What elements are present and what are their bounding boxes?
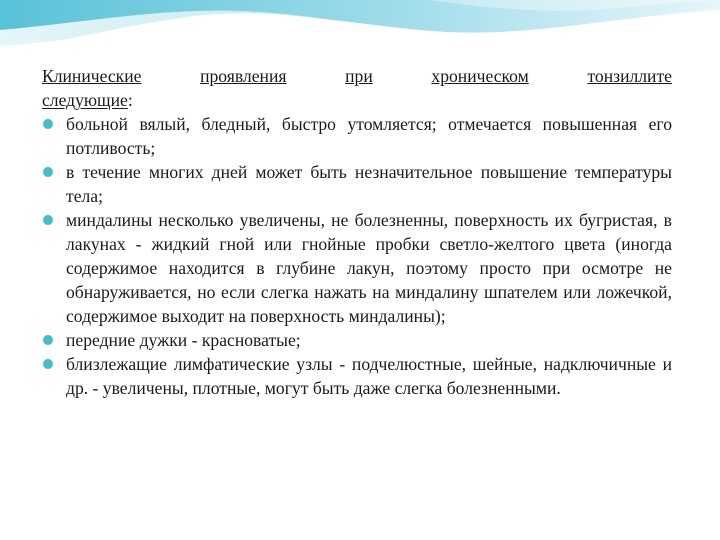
bullet-dot-icon [43,119,53,129]
list-item [42,112,672,160]
list-item-text: миндалины несколько увеличены, не болезненны, поверхность их бугристая, в лакунах - жидкий гной или гнойные пробки светло-желтого цвета (иногда содержимое находится в глубине лакун, поэтому просто при осмотре не обнаруживается, но если слегка нажать на миндалину шпателем или ложечкой, содержимое выходит на поверхность миндалины); [66,210,672,326]
heading-word: проявления [200,66,287,86]
list-item [42,160,672,208]
heading-word: хроническом [431,66,529,86]
heading-line-1 [42,64,672,88]
heading-colon: : [127,90,133,110]
bullet-dot-icon [43,335,53,345]
list-item [42,328,672,352]
list-item-text: близлежащие лимфатические узлы - подчелюстные, шейные, надключичные и др. - увеличены, плотные, могут быть даже слегка болезненными. [66,354,672,398]
heading-word: тонзиллите [587,66,672,86]
bullet-dot-icon [43,359,53,369]
slide-heading [42,64,672,112]
list-item-text: передние дужки - красноватые; [66,330,301,350]
symptom-list [42,112,672,400]
heading-word: Клинические [42,66,142,86]
heading-word: следующие [42,90,128,110]
list-item-text: больной вялый, бледный, быстро утомляется; отмечается повышенная его потливость; [66,114,672,158]
list-item [42,208,672,328]
list-item-text: в течение многих дней может быть незначительное повышение температуры тела; [66,162,672,206]
slide-body [42,64,672,400]
bullet-dot-icon [43,215,53,225]
heading-word: при [345,66,373,86]
heading-line-2 [42,88,672,112]
bullet-dot-icon [43,167,53,177]
list-item [42,352,672,400]
